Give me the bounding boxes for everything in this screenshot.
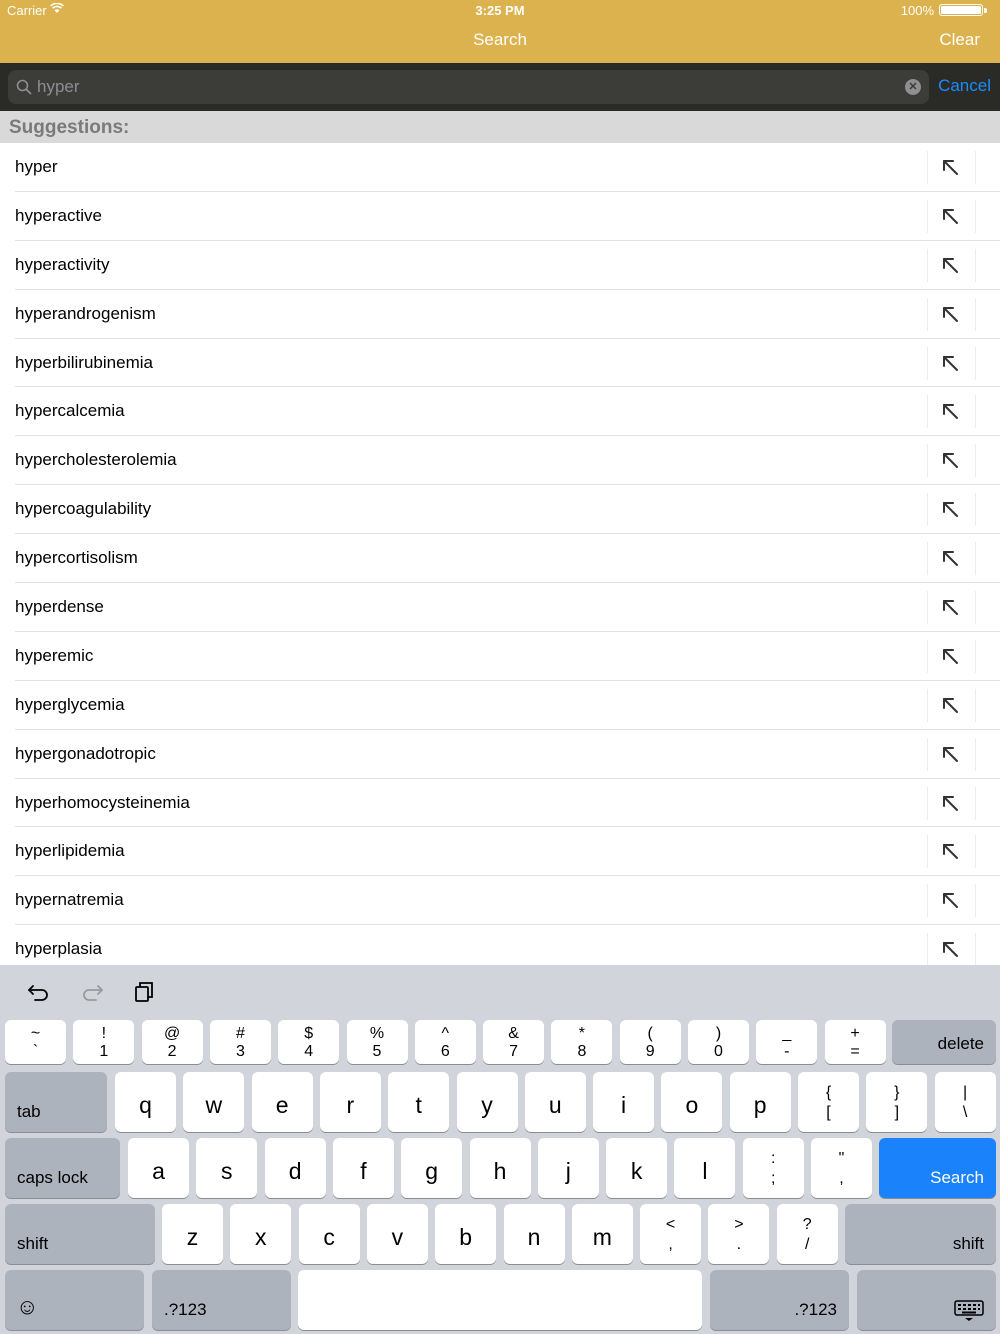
key-upper-label: < [665, 1216, 676, 1233]
suggestion-row[interactable] [0, 876, 1000, 925]
key-label: d [288, 1158, 302, 1184]
key-row1-3[interactable] [210, 1020, 271, 1064]
suggestion-label: hyperbilirubinemia [15, 352, 153, 372]
suggestion-label: hyperactivity [15, 254, 110, 274]
row-divider [975, 249, 976, 282]
key-f[interactable] [333, 1138, 394, 1198]
row-divider [975, 933, 976, 965]
key-upper-label: _ [782, 1025, 792, 1042]
suggestion-label: hyperactive [15, 205, 102, 225]
suggestion-label: hypercalcemia [15, 401, 125, 421]
page-title: Search [473, 30, 527, 49]
key-label: g [425, 1158, 439, 1184]
key-label: v [391, 1224, 404, 1250]
key-row1-4[interactable] [278, 1020, 339, 1064]
keyboard [0, 965, 1000, 1334]
row-divider [927, 689, 928, 722]
shift-left-key[interactable] [5, 1204, 155, 1264]
row-divider [975, 298, 976, 331]
clear-text-icon[interactable]: ✕ [905, 79, 921, 95]
suggestion-label: hyperhomocysteinemia [15, 792, 190, 812]
key-d[interactable] [265, 1138, 326, 1198]
key-upper-label: { [825, 1084, 832, 1101]
key-row1-9[interactable] [620, 1020, 681, 1064]
space-key[interactable] [298, 1270, 702, 1330]
fill-suggestion-arrow-icon[interactable] [941, 354, 960, 373]
shift-label: shift [17, 1234, 49, 1253]
row-divider [975, 542, 976, 575]
key-lower-label: 8 [577, 1043, 587, 1060]
row-divider [927, 884, 928, 917]
delete-label: delete [937, 1034, 984, 1053]
suggestion-label: hypercholesterolemia [15, 450, 177, 470]
key-label: m [592, 1224, 612, 1250]
key-lower-label: 6 [440, 1043, 450, 1060]
numbers-right-key[interactable] [710, 1270, 849, 1330]
row-divider [927, 395, 928, 428]
key-g[interactable] [401, 1138, 462, 1198]
key-q[interactable] [115, 1072, 176, 1132]
key-n[interactable] [504, 1204, 565, 1264]
suggestion-label: hyperlipidemia [15, 841, 125, 861]
row-divider [927, 933, 928, 965]
suggestion-row[interactable] [0, 925, 1000, 965]
fill-suggestion-arrow-icon[interactable] [941, 158, 960, 177]
key-label: b [459, 1224, 473, 1250]
row-divider [927, 347, 928, 380]
fill-suggestion-arrow-icon[interactable] [941, 500, 960, 519]
key-upper-label: : [770, 1150, 776, 1167]
key-label: c [323, 1224, 335, 1250]
key-upper-label: ( [647, 1025, 653, 1042]
fill-suggestion-arrow-icon[interactable] [941, 696, 960, 715]
key-label: r [346, 1092, 355, 1118]
key-upper-label: " [838, 1150, 845, 1167]
row-divider [975, 884, 976, 917]
key-h[interactable] [470, 1138, 531, 1198]
suggestion-row[interactable] [0, 534, 1000, 583]
key-label: l [702, 1158, 708, 1184]
row-divider [975, 395, 976, 428]
key-o[interactable] [661, 1072, 722, 1132]
suggestion-label: hyperdense [15, 597, 104, 617]
emoji-icon: ☺ [16, 1294, 39, 1319]
redo-icon[interactable] [80, 980, 104, 1004]
key-row1-12[interactable] [825, 1020, 886, 1064]
fill-suggestion-arrow-icon[interactable] [941, 305, 960, 324]
key-row2-sym-1[interactable] [866, 1072, 927, 1132]
key-upper-label: # [235, 1025, 245, 1042]
key-lower-label: 3 [235, 1043, 245, 1060]
suggestion-row[interactable] [0, 779, 1000, 828]
key-label: w [205, 1092, 223, 1118]
suggestions-list [0, 143, 1000, 965]
suggestion-row[interactable] [0, 730, 1000, 779]
nav-bar [0, 0, 1000, 63]
key-upper-label: & [508, 1025, 519, 1042]
key-lower-label: , [839, 1170, 844, 1187]
fill-suggestion-arrow-icon[interactable] [941, 451, 960, 470]
row-divider [975, 640, 976, 673]
key-upper-label: ) [715, 1025, 722, 1042]
suggestion-row[interactable] [0, 436, 1000, 485]
key-row1-6[interactable] [415, 1020, 476, 1064]
suggestion-row[interactable] [0, 681, 1000, 730]
key-row1-1[interactable] [73, 1020, 134, 1064]
suggestion-row[interactable] [0, 632, 1000, 681]
key-upper-label: > [734, 1216, 744, 1233]
row-divider [927, 298, 928, 331]
fill-suggestion-arrow-icon[interactable] [941, 402, 960, 421]
fill-suggestion-arrow-icon[interactable] [941, 207, 960, 226]
suggestion-row[interactable] [0, 290, 1000, 339]
row-divider [927, 200, 928, 233]
row-divider [975, 444, 976, 477]
key-row1-10[interactable] [688, 1020, 749, 1064]
key-i[interactable] [593, 1072, 654, 1132]
key-upper-label: ! [101, 1025, 107, 1042]
suggestion-row[interactable] [0, 583, 1000, 632]
key-label: s [221, 1158, 233, 1184]
key-row1-5[interactable] [347, 1020, 408, 1064]
key-j[interactable] [538, 1138, 599, 1198]
fill-suggestion-arrow-icon[interactable] [941, 794, 960, 813]
tab-label: tab [17, 1102, 41, 1121]
fill-suggestion-arrow-icon[interactable] [941, 842, 960, 861]
key-row2-sym-0[interactable] [798, 1072, 859, 1132]
row-divider [975, 347, 976, 380]
row-divider [927, 591, 928, 624]
undo-icon[interactable] [27, 980, 51, 1004]
key-a[interactable] [128, 1138, 189, 1198]
key-upper-label: | [963, 1084, 968, 1101]
cancel-button[interactable]: Cancel [938, 76, 991, 95]
numbers-left-key[interactable] [152, 1270, 291, 1330]
fill-suggestion-arrow-icon[interactable] [941, 256, 960, 275]
search-icon [16, 79, 32, 95]
key-z[interactable] [162, 1204, 223, 1264]
key-label: k [630, 1158, 643, 1184]
key-lower-label: 9 [645, 1043, 655, 1060]
fill-suggestion-arrow-icon[interactable] [941, 549, 960, 568]
key-x[interactable] [230, 1204, 291, 1264]
row-divider [975, 835, 976, 868]
key-label: t [415, 1092, 422, 1118]
suggestion-row[interactable] [0, 387, 1000, 436]
numbers-label: .?123 [794, 1300, 837, 1319]
key-upper-label: % [369, 1025, 385, 1042]
key-v[interactable] [367, 1204, 428, 1264]
numbers-label: .?123 [164, 1300, 207, 1319]
key-w[interactable] [183, 1072, 244, 1132]
search-key-label: Search [930, 1168, 984, 1187]
key-lower-label: 1 [99, 1043, 109, 1060]
key-row1-7[interactable] [483, 1020, 544, 1064]
suggestion-label: hyperglycemia [15, 694, 125, 714]
key-label: z [186, 1224, 199, 1250]
row-divider [927, 835, 928, 868]
fill-suggestion-arrow-icon[interactable] [941, 598, 960, 617]
row-divider [975, 591, 976, 624]
shift-label: shift [952, 1234, 984, 1253]
row-divider [927, 787, 928, 820]
row-divider [927, 444, 928, 477]
key-row4-sym-1[interactable] [708, 1204, 769, 1264]
clear-button[interactable]: Clear [939, 30, 980, 49]
emoji-key[interactable] [5, 1270, 144, 1330]
key-row1-11[interactable] [756, 1020, 817, 1064]
suggestion-label: hyperandrogenism [15, 303, 156, 323]
key-label: h [493, 1158, 507, 1184]
key-upper-label: * [578, 1025, 585, 1042]
suggestion-label: hyperemic [15, 645, 94, 665]
delete-key[interactable] [892, 1020, 996, 1064]
key-s[interactable] [196, 1138, 257, 1198]
search-bar [0, 63, 1000, 111]
key-p[interactable] [730, 1072, 791, 1132]
key-lower-label: ` [32, 1043, 39, 1060]
key-row2-sym-2[interactable] [935, 1072, 996, 1132]
key-upper-label: } [894, 1084, 900, 1101]
search-key[interactable] [879, 1138, 996, 1198]
suggestion-label: hypergonadotropic [15, 743, 156, 763]
suggestions-title: Suggestions: [9, 117, 130, 138]
key-row1-2[interactable] [142, 1020, 203, 1064]
key-u[interactable] [525, 1072, 586, 1132]
fill-suggestion-arrow-icon[interactable] [941, 647, 960, 666]
search-input[interactable] [37, 70, 897, 104]
key-row3-sym-1[interactable] [811, 1138, 872, 1198]
suggestion-row[interactable] [0, 827, 1000, 876]
row-divider [975, 787, 976, 820]
key-t[interactable] [388, 1072, 449, 1132]
key-upper-label: $ [304, 1025, 314, 1042]
suggestion-row[interactable] [0, 485, 1000, 534]
key-label: j [565, 1158, 571, 1184]
key-lower-label: . [736, 1236, 742, 1253]
suggestion-row[interactable] [0, 192, 1000, 241]
key-lower-label: \ [962, 1104, 968, 1121]
suggestion-label: hyperplasia [15, 939, 102, 959]
key-e[interactable] [252, 1072, 313, 1132]
keyboard-dismiss-icon [954, 1300, 984, 1322]
row-divider [927, 640, 928, 673]
caps-lock-label: caps lock [17, 1168, 88, 1187]
fill-suggestion-arrow-icon[interactable] [941, 745, 960, 764]
key-upper-label: ~ [30, 1025, 41, 1042]
row-divider [975, 493, 976, 526]
key-label: e [275, 1092, 289, 1118]
key-lower-label: ] [894, 1104, 900, 1121]
caps-lock-key[interactable] [5, 1138, 120, 1198]
key-lower-label: ; [770, 1170, 776, 1187]
key-row1-0[interactable] [5, 1020, 66, 1064]
suggestion-label: hypercortisolism [15, 548, 138, 568]
key-c[interactable] [299, 1204, 360, 1264]
key-label: i [621, 1092, 627, 1118]
fill-suggestion-arrow-icon[interactable] [941, 940, 960, 959]
row-divider [975, 200, 976, 233]
key-lower-label: 5 [372, 1043, 382, 1060]
tab-key[interactable] [5, 1072, 107, 1132]
key-upper-label: + [850, 1025, 860, 1042]
key-lower-label: 2 [167, 1043, 177, 1060]
key-label: a [152, 1158, 165, 1184]
key-r[interactable] [320, 1072, 381, 1132]
battery-percent: 100% [900, 3, 934, 18]
row-divider [927, 542, 928, 575]
suggestion-label: hypercoagulability [15, 499, 152, 519]
row-divider [927, 738, 928, 771]
key-label: q [139, 1092, 152, 1118]
shift-right-key[interactable] [845, 1204, 996, 1264]
battery-icon [939, 4, 983, 16]
carrier-label: Carrier [7, 3, 47, 18]
key-label: y [481, 1092, 493, 1118]
key-label: p [753, 1092, 767, 1118]
row-divider [927, 493, 928, 526]
paste-icon[interactable] [132, 980, 156, 1004]
fill-suggestion-arrow-icon[interactable] [941, 891, 960, 910]
key-lower-label: 0 [714, 1043, 723, 1060]
key-row4-sym-0[interactable] [640, 1204, 701, 1264]
row-divider [975, 689, 976, 722]
suggestion-row[interactable] [0, 241, 1000, 290]
suggestion-row[interactable] [0, 339, 1000, 388]
key-lower-label: 7 [509, 1043, 519, 1060]
key-l[interactable] [674, 1138, 735, 1198]
key-label: u [548, 1092, 562, 1118]
key-upper-label: ^ [441, 1025, 450, 1042]
key-lower-label: 4 [304, 1043, 314, 1060]
key-lower-label: / [804, 1236, 810, 1253]
row-divider [927, 249, 928, 282]
key-row4-sym-2[interactable] [777, 1204, 838, 1264]
row-divider [927, 151, 928, 184]
suggestions-header [0, 111, 1000, 143]
row-divider [975, 151, 976, 184]
key-lower-label: = [850, 1043, 860, 1060]
key-k[interactable] [606, 1138, 667, 1198]
suggestion-label: hyper [15, 157, 58, 176]
key-y[interactable] [457, 1072, 518, 1132]
key-label: f [360, 1158, 367, 1184]
key-upper-label: ? [802, 1216, 812, 1233]
key-row1-8[interactable] [551, 1020, 612, 1064]
key-label: o [685, 1092, 699, 1118]
row-divider [975, 738, 976, 771]
clock: 3:25 PM [475, 3, 525, 18]
dismiss-keyboard-key[interactable] [857, 1270, 996, 1330]
key-label: n [527, 1224, 541, 1250]
key-upper-label: @ [163, 1025, 181, 1042]
key-row3-sym-0[interactable] [743, 1138, 804, 1198]
key-lower-label: , [668, 1236, 673, 1253]
search-field[interactable] [8, 70, 929, 104]
suggestion-row[interactable] [0, 143, 1000, 192]
suggestion-label: hypernatremia [15, 890, 124, 910]
key-m[interactable] [572, 1204, 633, 1264]
key-label: x [255, 1224, 267, 1250]
key-lower-label: - [784, 1043, 790, 1060]
key-b[interactable] [435, 1204, 496, 1264]
key-lower-label: [ [826, 1104, 831, 1121]
